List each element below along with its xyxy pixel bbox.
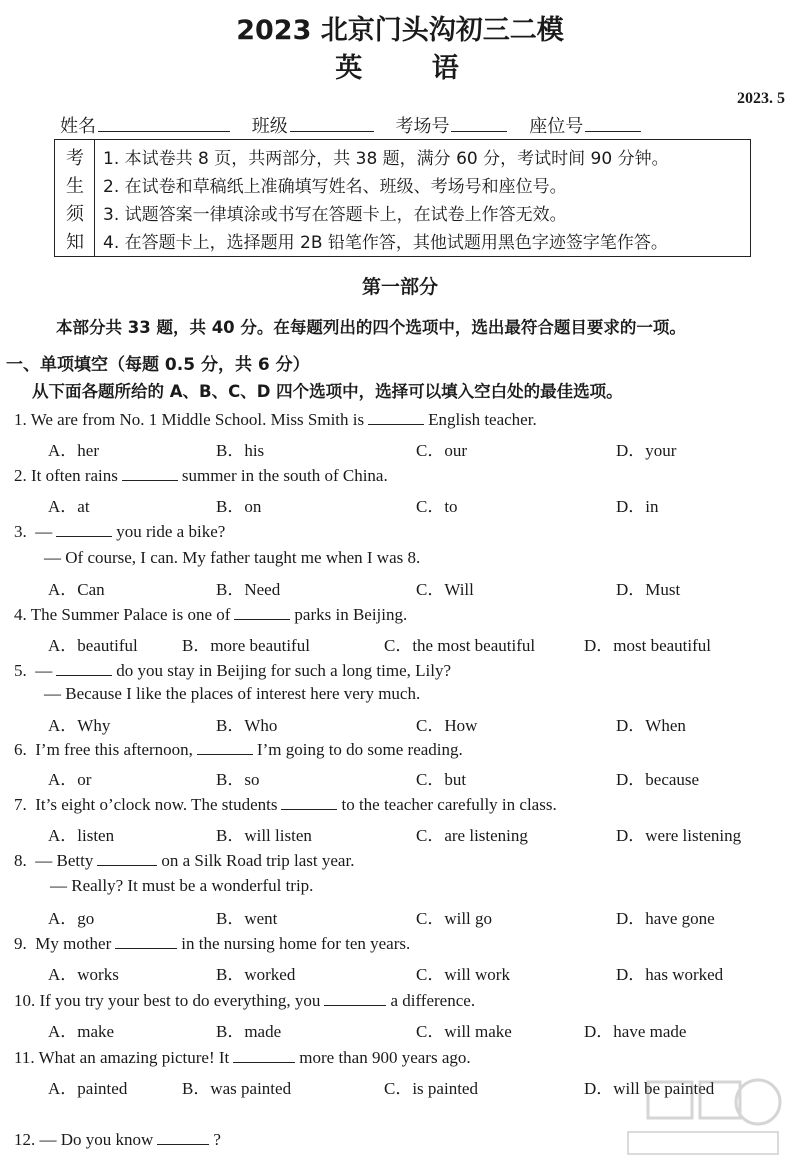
notice-item: 4. 在答题卡上，选择题用 2B 铅笔作答，其他试题用黑色字迹签字笔作答。	[103, 233, 668, 253]
question-stem	[14, 520, 225, 542]
section-title: 一、单项填空（每题 0.5 分，共 6 分）	[6, 355, 310, 375]
question-stem	[14, 932, 410, 954]
option-a: A．or	[48, 770, 92, 789]
option-b: B．was painted	[182, 1079, 292, 1098]
option-a: A．painted	[48, 1079, 128, 1098]
question-stem-line: — Because I like the places of interest here very much.	[44, 684, 421, 703]
stem-text: — Do you know	[39, 1130, 154, 1149]
stem-text: to the teacher carefully in class.	[341, 795, 557, 814]
seat-blank	[585, 113, 641, 132]
option-c: C．Will	[416, 580, 474, 599]
option-b: B．Need	[216, 580, 281, 599]
stem-text: ?	[213, 1130, 221, 1149]
option-d: D．When	[616, 716, 686, 735]
answer-blank	[157, 1128, 209, 1145]
question-stem	[14, 1128, 221, 1150]
answer-blank	[56, 520, 112, 537]
name-blank	[98, 113, 230, 132]
option-d: D．have gone	[616, 909, 715, 928]
option-c: C．will make	[416, 1022, 512, 1041]
option-d: D．Must	[616, 580, 681, 599]
question-number: 12.	[14, 1130, 36, 1149]
answer-blank	[281, 793, 337, 810]
option-c: C．will go	[416, 909, 493, 928]
answer-blank	[234, 603, 290, 620]
stem-text: a difference.	[390, 991, 476, 1010]
option-a: A．make	[48, 1022, 115, 1041]
answer-blank	[324, 989, 386, 1006]
option-a: A．beautiful	[48, 636, 138, 655]
stem-text: —	[35, 522, 53, 541]
question-stem	[14, 659, 451, 681]
option-b: B．his	[216, 441, 265, 460]
exam-title: 2023 北京门头沟初三二模	[236, 15, 564, 46]
answer-blank	[197, 738, 253, 755]
question-number: 6.	[14, 740, 27, 759]
notice-char: 须	[66, 204, 84, 225]
stem-text: What an amazing picture! It	[38, 1048, 230, 1067]
option-a: A．her	[48, 441, 99, 460]
option-d: D．because	[616, 770, 700, 789]
option-d: D．in	[616, 497, 659, 516]
student-info-row	[60, 112, 657, 138]
option-b: B．worked	[216, 965, 296, 984]
stem-text: My mother	[35, 934, 112, 953]
notice-char: 生	[66, 176, 84, 197]
part-one-description: 本部分共 33 题，共 40 分。在每题列出的四个选项中，选出最符合题目要求的一项。	[56, 318, 686, 337]
stem-text: parks in Beijing.	[294, 605, 408, 624]
stem-text: more than 900 years ago.	[299, 1048, 471, 1067]
notice-side-label	[55, 140, 95, 256]
option-b: B．so	[216, 770, 260, 789]
option-d: D．most beautiful	[584, 636, 712, 655]
notice-char: 考	[66, 148, 84, 169]
option-c: C．but	[416, 770, 467, 789]
room-label: 考场号	[395, 116, 450, 137]
answer-blank	[122, 464, 178, 481]
exam-date: 2023. 5	[737, 90, 785, 107]
question-number: 4.	[14, 605, 27, 624]
stem-text: in the nursing home for ten years.	[181, 934, 411, 953]
section-instruction: 从下面各题所给的 A、B、C、D 四个选项中，选择可以填入空白处的最佳选项。	[32, 382, 623, 401]
option-c: C．will work	[416, 965, 510, 984]
class-label: 班级	[251, 116, 288, 137]
seat-label: 座位号	[529, 116, 584, 137]
option-a: A．works	[48, 965, 119, 984]
question-stem	[14, 793, 557, 815]
stem-text: I’m going to do some reading.	[256, 740, 463, 759]
question-number: 9.	[14, 934, 27, 953]
notice-item: 1. 本试卷共 8 页，共两部分，共 38 题，满分 60 分，考试时间 90 分钟。	[103, 149, 669, 169]
question-stem	[14, 1046, 471, 1068]
question-stem	[14, 464, 388, 486]
question-number: 1.	[14, 410, 27, 429]
stem-text: on a Silk Road trip last year.	[161, 851, 355, 870]
option-d: D．will be painted	[584, 1079, 715, 1098]
option-c: C．the most beautiful	[384, 636, 536, 655]
question-stem	[14, 408, 537, 430]
answer-blank	[368, 408, 424, 425]
question-stem	[14, 849, 354, 871]
question-stem	[14, 603, 407, 625]
option-b: B．more beautiful	[182, 636, 310, 655]
option-c: C．How	[416, 716, 478, 735]
notice-char: 知	[66, 232, 84, 253]
stem-text: —	[35, 661, 53, 680]
option-d: D．have made	[584, 1022, 687, 1041]
class-blank	[290, 113, 374, 132]
option-b: B．made	[216, 1022, 282, 1041]
question-number: 11.	[14, 1048, 35, 1067]
stem-text: I’m free this afternoon,	[35, 740, 193, 759]
option-d: D．were listening	[616, 826, 742, 845]
question-number: 10.	[14, 991, 36, 1010]
stem-text: The Summer Palace is one of	[30, 605, 231, 624]
option-a: A．Why	[48, 716, 111, 735]
question-stem	[14, 738, 463, 760]
exam-notice-box	[54, 139, 751, 257]
notice-item: 3. 试题答案一律填涂或书写在答题卡上，在试卷上作答无效。	[103, 205, 567, 225]
question-number: 3.	[14, 522, 27, 541]
option-a: A．at	[48, 497, 90, 516]
question-number: 5.	[14, 661, 27, 680]
stem-text: English teacher.	[428, 410, 537, 429]
room-blank	[451, 113, 507, 132]
stem-text: If you try your best to do everything, you	[39, 991, 321, 1010]
question-stem-line: — Of course, I can. My father taught me when I was 8.	[44, 548, 421, 567]
question-stem-line: — Really? It must be a wonderful trip.	[50, 876, 314, 895]
name-label: 姓名	[60, 116, 96, 137]
option-a: A．go	[48, 909, 95, 928]
question-number: 8.	[14, 851, 27, 870]
stem-text: It often rains	[31, 466, 118, 485]
option-c: C．are listening	[416, 826, 528, 845]
option-c: C．is painted	[384, 1079, 478, 1098]
answer-blank	[56, 659, 112, 676]
option-b: B．went	[216, 909, 278, 928]
stem-text: you ride a bike?	[116, 522, 226, 541]
option-b: B．Who	[216, 716, 278, 735]
option-b: B．on	[216, 497, 262, 516]
question-stem	[14, 989, 475, 1011]
option-b: B．will listen	[216, 826, 312, 845]
question-number: 7.	[14, 795, 27, 814]
stem-text: We are from No. 1 Middle School. Miss Smith is	[30, 410, 365, 429]
option-d: D．your	[616, 441, 677, 460]
question-number: 2.	[14, 466, 27, 485]
notice-item: 2. 在试卷和草稿纸上准确填写姓名、班级、考场号和座位号。	[103, 177, 567, 197]
stem-text: — Betty	[35, 851, 94, 870]
option-a: A．Can	[48, 580, 105, 599]
subject-title: 英 语	[335, 53, 489, 84]
answer-blank	[233, 1046, 295, 1063]
option-a: A．listen	[48, 826, 115, 845]
option-d: D．has worked	[616, 965, 724, 984]
option-c: C．to	[416, 497, 458, 516]
answer-blank	[97, 849, 157, 866]
option-c: C．our	[416, 441, 467, 460]
part-one-title: 第一部分	[361, 276, 438, 298]
stem-text: It’s eight o’clock now. The students	[35, 795, 278, 814]
stem-text: do you stay in Beijing for such a long time, Lily?	[116, 661, 452, 680]
stem-text: summer in the south of China.	[181, 466, 388, 485]
answer-blank	[115, 932, 177, 949]
watermark-logo	[588, 1062, 798, 1162]
